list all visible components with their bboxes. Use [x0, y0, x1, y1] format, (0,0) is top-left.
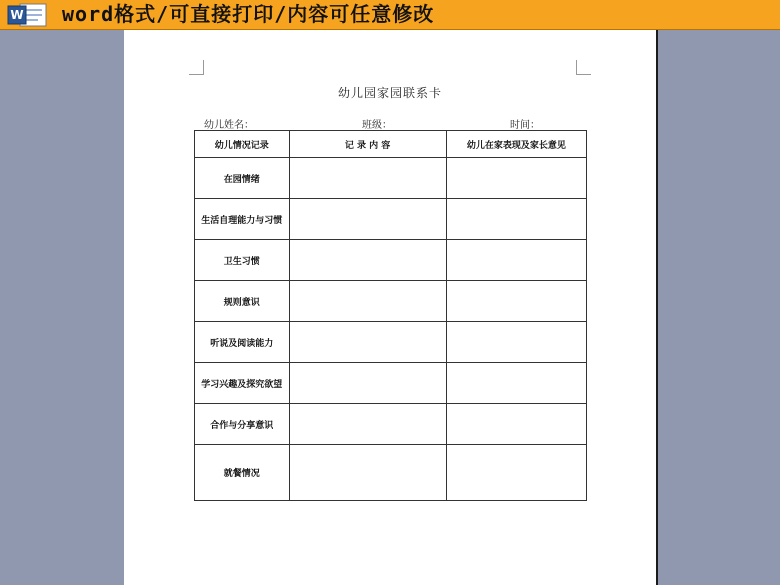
content-cell	[289, 363, 446, 404]
feedback-cell	[446, 322, 586, 363]
row-label: 学习兴趣及探究欲望	[195, 363, 290, 404]
content-cell	[289, 158, 446, 199]
word-document-icon	[6, 3, 50, 27]
row-label: 就餐情况	[195, 445, 290, 501]
content-cell	[289, 199, 446, 240]
content-cell	[289, 322, 446, 363]
row-label: 在园情绪	[195, 158, 290, 199]
header-record: 幼儿情况记录	[195, 131, 290, 158]
time-field	[510, 116, 578, 131]
feedback-cell	[446, 158, 586, 199]
content-cell	[289, 404, 446, 445]
feedback-cell	[446, 281, 586, 322]
table-row	[195, 281, 587, 322]
document-page	[124, 30, 656, 585]
content-cell	[289, 445, 446, 501]
time-label: 时间：	[510, 120, 540, 131]
feedback-cell	[446, 199, 586, 240]
row-label: 听说及阅读能力	[195, 322, 290, 363]
table-row	[195, 363, 587, 404]
row-label: 卫生习惯	[195, 240, 290, 281]
header-content: 记 录 内 容	[289, 131, 446, 158]
svg-text:W: W	[10, 8, 24, 22]
content-cell	[289, 281, 446, 322]
feedback-cell	[446, 240, 586, 281]
crop-mark-top-right	[576, 60, 591, 75]
table-row	[195, 158, 587, 199]
workspace-right	[656, 30, 780, 585]
table-row	[195, 445, 587, 501]
child-name-label: 幼儿姓名：	[204, 120, 254, 131]
table-row	[195, 322, 587, 363]
feedback-cell	[446, 363, 586, 404]
row-label: 生活自理能力与习惯	[195, 199, 290, 240]
header-home-feedback: 幼儿在家表现及家长意见	[446, 131, 586, 158]
top-banner	[0, 0, 780, 30]
document-title: 幼儿园家园联系卡	[337, 86, 442, 100]
content-cell	[289, 240, 446, 281]
workspace-left	[0, 30, 124, 585]
child-name-field	[204, 116, 304, 131]
row-label: 规则意识	[195, 281, 290, 322]
crop-mark-top-left	[189, 60, 204, 75]
table-row	[195, 199, 587, 240]
table-header-row	[195, 131, 587, 158]
row-label: 合作与分享意识	[195, 404, 290, 445]
class-field	[362, 116, 442, 131]
table-row	[195, 404, 587, 445]
contact-card-table	[194, 130, 587, 501]
class-label: 班级：	[362, 120, 392, 131]
banner-text: word格式/可直接打印/内容可任意修改	[62, 2, 435, 26]
feedback-cell	[446, 404, 586, 445]
feedback-cell	[446, 445, 586, 501]
table-row	[195, 240, 587, 281]
